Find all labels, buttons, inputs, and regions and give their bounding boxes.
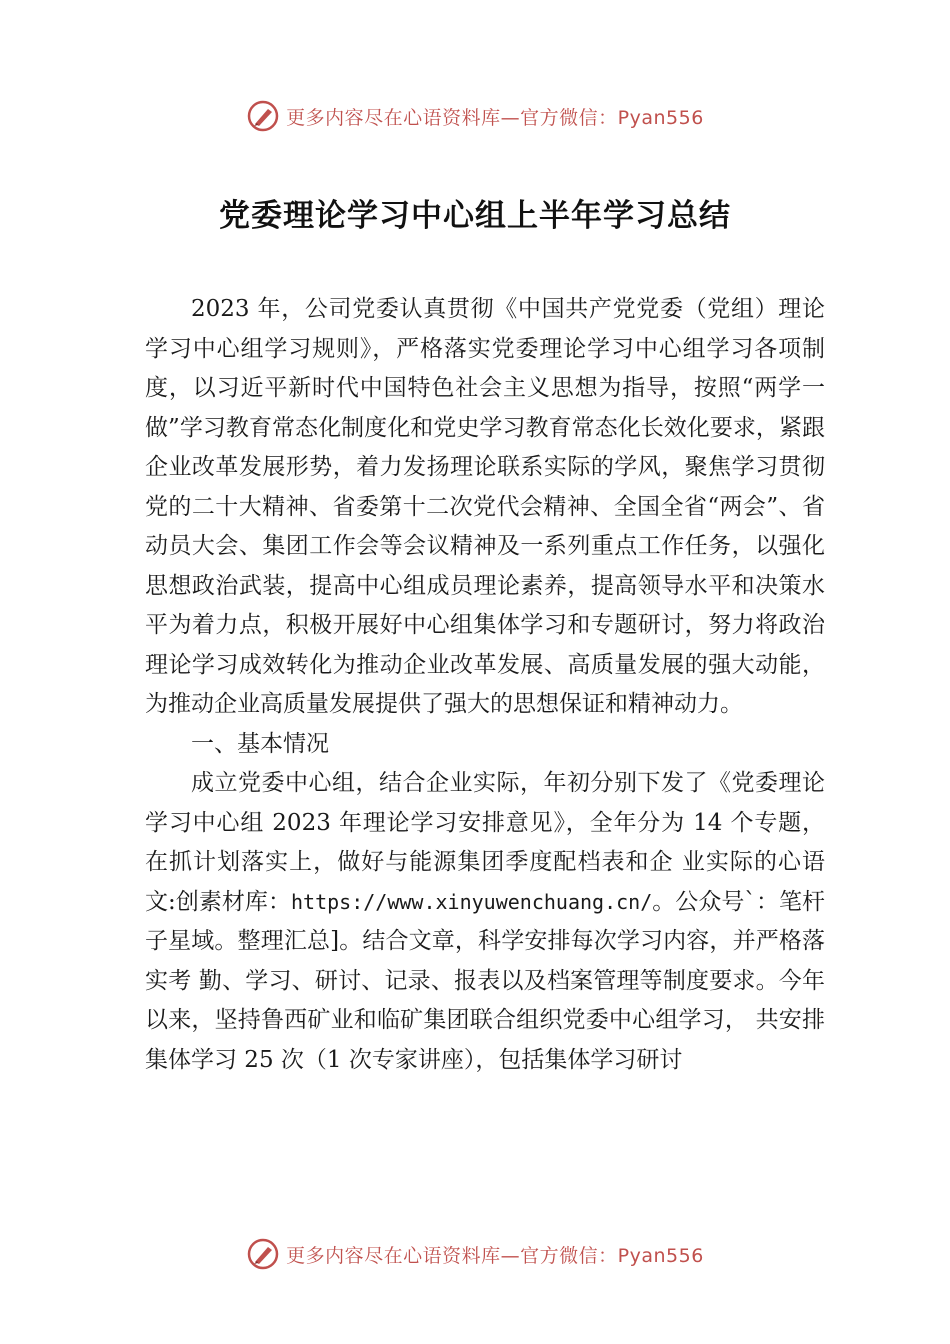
banner-text: 更多内容尽在心语资料库—官方微信：Pyan556 — [286, 1244, 704, 1267]
section-heading-basic: 一、基本情况 — [191, 730, 329, 757]
pen-logo-icon — [246, 1237, 280, 1271]
paragraph-basic-situation — [145, 764, 825, 1080]
footer-banner — [0, 1234, 950, 1274]
paragraph-basic-part1: 成立党委中心组，结合企业实际，年初分别下发了《党委理论学习中心组 2023 年理论学习安排意见》，全年分为 14 个专题，在抓计划落实上，做好与能源集团季度配档表和企 业实际的心语文:创素材库： — [145, 770, 825, 915]
paragraph-basic-part2: 。公众号`：笔杆子星域。整理汇总]。结合文章，科学安排每次学习内容，并严格落实考 勤、学习、研讨、记录、报表以及档案管理等制度要求。今年以来，坚持鲁西矿业和临矿集团联合组织党委中心组学习， 共安排集体学习 25 次（1 次专家讲座），包括集体学习研讨 — [145, 888, 826, 1073]
banner-text: 更多内容尽在心语资料库—官方微信：Pyan556 — [286, 106, 704, 129]
source-url: https://www.xinyuwenchuang.cn/ — [291, 889, 653, 914]
document-body — [145, 290, 825, 1080]
pen-logo-icon — [246, 99, 280, 133]
paragraph-intro: 2023 年，公司党委认真贯彻《中国共产党党委（党组）理论学习中心组学习规则》，严格落实党委理论学习中心组学习各项制度，以习近平新时代中国特色社会主义思想为指导，按照“两学一做”学习教育常态化制度化和党史学习教育常态化长效化要求，紧跟企业改革发展形势，着力发扬理论联系实际的学风，聚焦学习贯彻党的二十大精神、省委第十二次党代会精神、全国全省“两会”、省动员大会、集团工作会等会议精神及一系列重点工作任务，以强化思想政治武装，提高中心组成员理论素养，提高领导水平和决策水平为着力点，积极开展好中心组集体学习和专题研讨，努力将政治理论学习成效转化为推动企业改革发展、高质量发展的强大动能，为推动企业高质量发展提供了强大的思想保证和精神动力。 — [145, 296, 825, 717]
document-title: 党委理论学习中心组上半年学习总结 — [219, 198, 731, 234]
header-banner — [0, 96, 950, 136]
